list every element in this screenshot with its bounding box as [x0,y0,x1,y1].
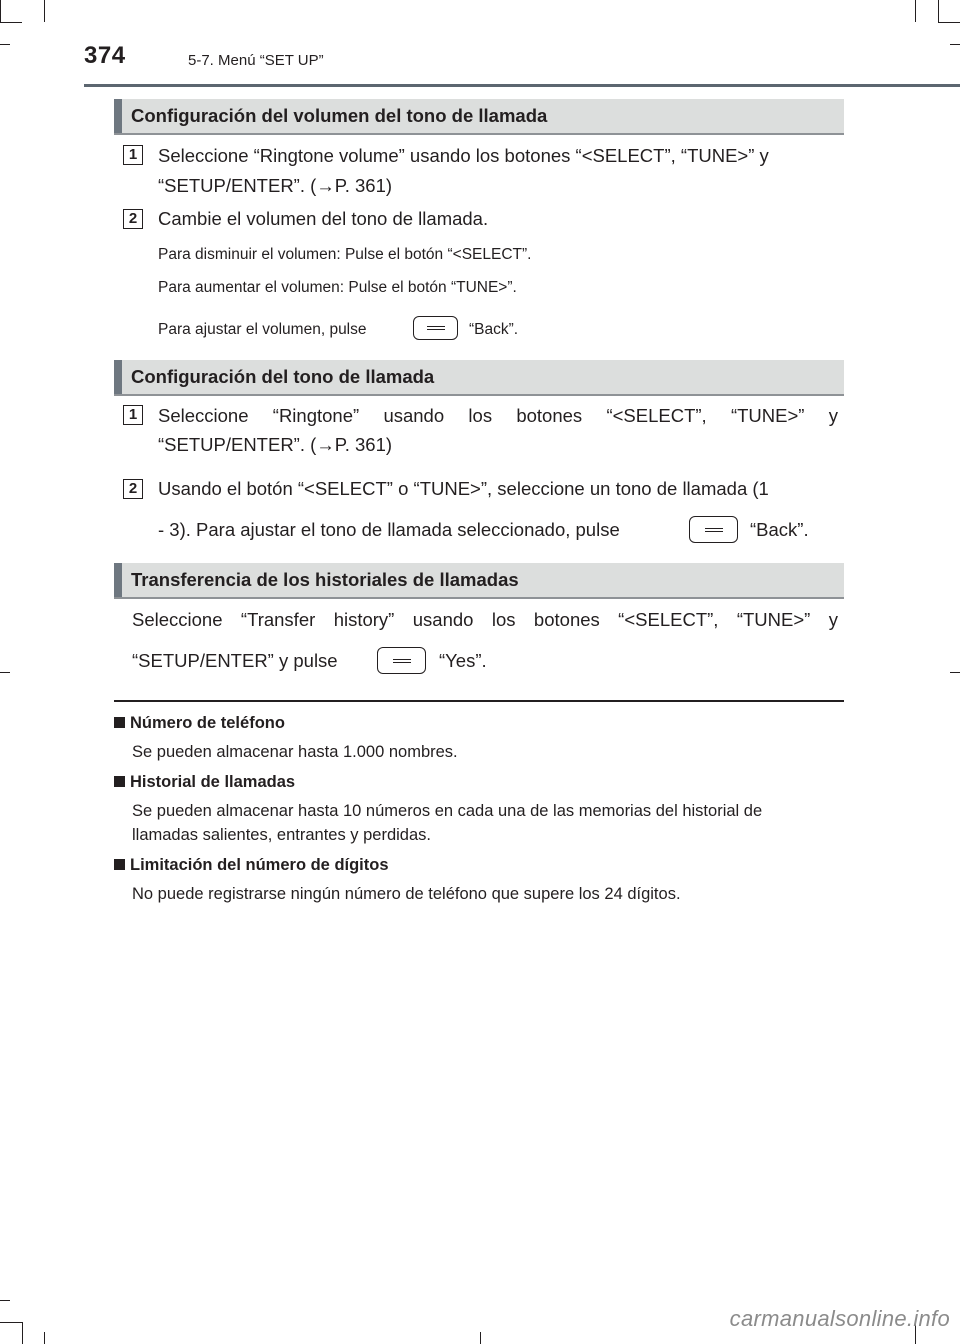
info-text: llamadas salientes, entrantes y perdidas. [132,826,431,844]
step-number: 2 [123,479,143,499]
note-text: “Back”. [469,321,519,338]
info-heading-text: Historial de llamadas [130,773,296,791]
crop-mark [0,44,10,45]
crop-mark [0,0,1,22]
step-text: Cambie el volumen del tono de llamada. [158,208,489,229]
crop-mark [22,1322,23,1344]
body-text: “SETUP/ENTER” y pulse [132,650,338,671]
page-number: 374 [84,42,126,69]
step-text: “SETUP/ENTER”. (→P. 361) [158,175,393,196]
note-text: Para disminuir el volumen: Pulse el botón “<SELECT”. [158,246,532,263]
section-title: Configuración del tono de llamada [131,366,435,387]
square-bullet-icon [114,776,125,787]
back-button-icon [413,316,458,340]
step-number: 2 [123,209,143,229]
crop-mark [950,672,960,673]
crop-mark [0,22,22,23]
body-text: Seleccione “Transfer history” usando los botones “<SELECT”, “TUNE>” y [132,609,838,630]
note-text: Para aumentar el volumen: Pulse el botón “TUNE>”. [158,279,517,296]
info-text: No puede registrarse ningún número de teléfono que supere los 24 dígitos. [132,885,681,903]
step-text: “SETUP/ENTER”. (→P. 361) [158,434,393,455]
section-title: Transferencia de los historiales de llamadas [131,569,519,590]
crop-mark [938,0,939,22]
back-button-icon [689,516,738,543]
info-heading [114,772,295,792]
crop-mark [44,1332,45,1344]
section-header-ringtone-volume [114,99,844,135]
header-rule [84,84,960,87]
separator-rule [114,700,844,702]
square-bullet-icon [114,717,125,728]
square-bullet-icon [114,859,125,870]
crop-mark [915,0,916,22]
info-heading [114,713,285,733]
step-number: 1 [123,405,143,425]
section-header-ringtone [114,360,844,396]
step-text: Usando el botón “<SELECT” o “TUNE>”, seleccione un tono de llamada (1 [158,478,769,499]
body-text: “Yes”. [439,650,487,671]
info-heading-text: Número de teléfono [130,714,285,732]
step-text: “Back”. [750,519,809,540]
watermark: carmanualsonline.info [729,1306,950,1331]
note-text: Para ajustar el volumen, pulse [158,321,367,338]
section-accent [114,360,122,394]
chapter-title: 5-7. Menú “SET UP” [188,52,324,69]
step-number: 1 [123,145,143,165]
section-title: Configuración del volumen del tono de llamada [131,105,548,126]
section-header-transfer-history [114,563,844,599]
crop-mark [480,1332,481,1344]
crop-mark [44,0,45,22]
info-heading [114,855,389,875]
step-text: Seleccione “Ringtone” usando los botones “<SELECT”, “TUNE>” y [158,405,838,426]
info-text: Se pueden almacenar hasta 10 números en cada una de las memorias del historial de [132,802,763,820]
crop-mark [0,1322,22,1323]
crop-mark [0,672,10,673]
crop-mark [0,1300,10,1301]
yes-button-icon [377,647,426,674]
info-heading-text: Limitación del número de dígitos [130,856,389,874]
crop-mark [938,22,960,23]
step-text: - 3). Para ajustar el tono de llamada seleccionado, pulse [158,519,620,540]
step-text: Seleccione “Ringtone volume” usando los botones “<SELECT”, “TUNE>” y [158,145,769,166]
section-accent [114,99,122,133]
crop-mark [950,44,960,45]
info-text: Se pueden almacenar hasta 1.000 nombres. [132,743,458,761]
section-accent [114,563,122,597]
